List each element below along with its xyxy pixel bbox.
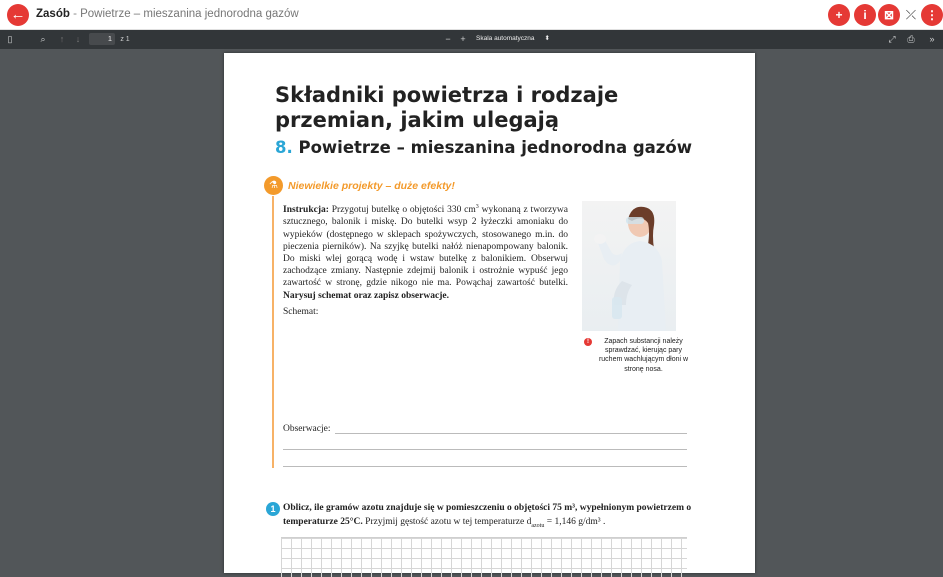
- title-separator: -: [69, 8, 81, 20]
- arrow-down-icon: ↓: [75, 34, 81, 44]
- instruction-text: [283, 201, 568, 302]
- page-count-label: z 1: [120, 36, 130, 43]
- answer-grid[interactable]: [281, 537, 687, 577]
- fullscreen-button[interactable]: [886, 33, 898, 46]
- instruction-label: Instrukcja:: [283, 205, 329, 216]
- scale-select-value: Skala automatyczna: [476, 35, 535, 42]
- instruction-body-2: wykonaną z tworzywa sztucznego, balonik i miskę. Do butelki wsyp 2 łyżeczki amoniaku do wypieków (dostępnego w sklepach spożywczych, stosowanego m.in. do pieczenia pierników). Na szyjkę butelki nałóż nienapompowany balonik. Do miski wlej gorącą wodę i wstaw butelkę z balonikiem. Obserwuj zachodzące zmiany. Następnie zdejmij balonik i ostrożnie wypuść jego zawartość w stronę, gdzie nikogo nie ma. Powąchaj zawartość butelki.: [283, 205, 569, 289]
- pdf-page: [224, 53, 755, 573]
- plus-circle-icon: +: [835, 8, 843, 22]
- more-menu-button[interactable]: [921, 4, 943, 26]
- app-top-bar: [0, 0, 943, 30]
- exercise-sub: azotu: [531, 522, 545, 529]
- sidebar-toggle-icon: ▯: [7, 34, 13, 44]
- document-title: Powietrze – mieszanina jednorodna gazów: [80, 8, 299, 20]
- close-resource-button[interactable]: [878, 4, 900, 26]
- section-title: [275, 138, 692, 157]
- previous-page-button[interactable]: [56, 33, 68, 46]
- warning-icon: !: [584, 338, 592, 346]
- zoom-out-button[interactable]: −: [445, 34, 451, 44]
- page-heading: Składniki powietrza i rodzaje przemian, jakim ulegają: [275, 83, 619, 132]
- exercise-value: = 1,146 g/dm³ .: [544, 516, 606, 527]
- fullscreen-icon: ⤢: [888, 34, 896, 44]
- exercise-number: 1: [266, 502, 280, 516]
- back-button[interactable]: [7, 4, 29, 26]
- search-icon: ⌕: [40, 34, 46, 44]
- print-icon: ⎙: [907, 34, 915, 44]
- section-title-text: Powietrze – mieszanina jednorodna gazów: [298, 138, 692, 157]
- instruction-bold: Narysuj schemat oraz zapisz obserwacje.: [283, 290, 449, 301]
- sidebar-toggle-button[interactable]: [4, 33, 16, 46]
- collapse-button[interactable]: [903, 6, 919, 24]
- instruction-sup: 3: [475, 204, 479, 210]
- answer-line[interactable]: [283, 449, 687, 450]
- window-title: [36, 8, 299, 20]
- app-name: Zasób: [36, 8, 70, 20]
- answer-line[interactable]: [283, 466, 687, 467]
- exercise-bold: Oblicz, ile gramów azotu znajduje się w pomieszczeniu o objętości 75 m³, wypełnionym powietrzem o temperaturze 25°C.: [283, 503, 692, 527]
- scale-select[interactable]: [472, 33, 554, 45]
- warning-note: Zapach substancji należy sprawdzać, kierując pary ruchem wachlującym dłoni w stronę nosa.: [598, 338, 689, 373]
- info-icon: i: [863, 8, 867, 22]
- exercise-rest: Przyjmij gęstość azotu w tej temperaturze d: [362, 516, 532, 527]
- search-button[interactable]: [37, 33, 49, 46]
- pdf-toolbar: [0, 30, 943, 49]
- arrow-left-icon: ←: [10, 6, 26, 23]
- observations-label: Obserwacje:: [283, 424, 331, 434]
- next-page-button[interactable]: [72, 33, 84, 46]
- page-number-input[interactable]: 1: [89, 33, 115, 45]
- more-vertical-icon: ⋮: [926, 8, 938, 22]
- info-button[interactable]: [854, 4, 876, 26]
- double-chevron-icon: »: [929, 34, 935, 44]
- collapse-icon: ⤫: [905, 7, 917, 22]
- zoom-in-button[interactable]: +: [460, 34, 466, 44]
- chevron-down-icon: ⬍: [544, 35, 550, 42]
- close-box-icon: ⊠: [883, 8, 895, 22]
- answer-line[interactable]: [335, 433, 687, 434]
- arrow-up-icon: ↑: [59, 34, 65, 44]
- flask-icon: ⚗: [264, 176, 283, 195]
- schemat-label: Schemat:: [283, 307, 319, 317]
- project-side-rule: [272, 196, 274, 468]
- print-button[interactable]: [905, 33, 917, 46]
- add-button[interactable]: [828, 4, 850, 26]
- section-number: 8.: [275, 138, 293, 157]
- tools-button[interactable]: [926, 33, 938, 46]
- exercise-text: [283, 502, 693, 533]
- lab-photo: [582, 201, 676, 331]
- project-title: Niewielkie projekty – duże efekty!: [288, 180, 455, 192]
- instruction-body-1: Przygotuj butelkę o objętości 330 cm: [331, 205, 476, 216]
